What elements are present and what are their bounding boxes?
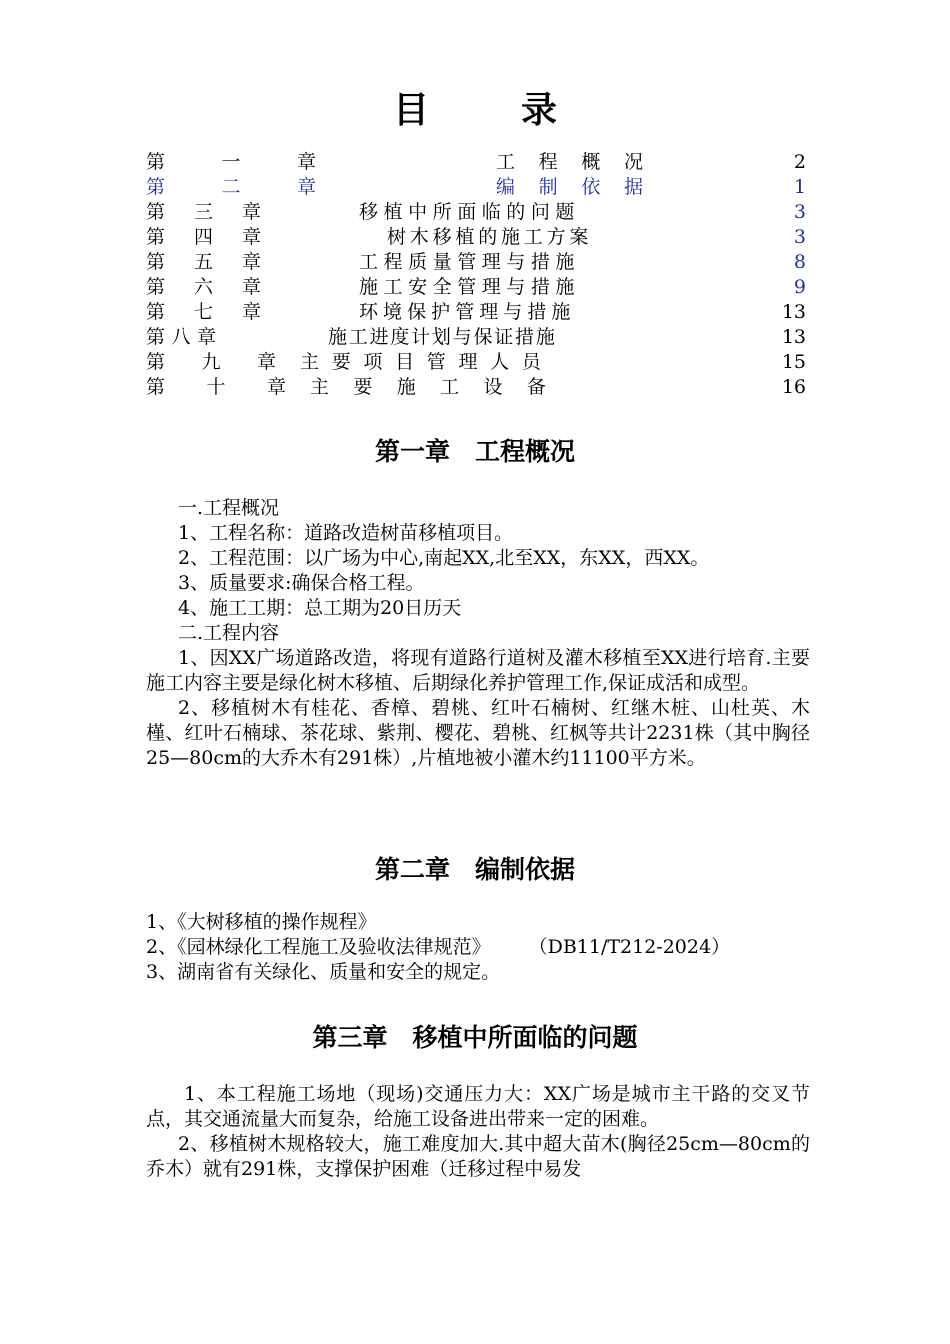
toc-char: 度 — [390, 326, 410, 348]
toc-entry[interactable] — [146, 375, 806, 400]
toc-char: 理 — [481, 276, 501, 298]
toc-char: 章 — [266, 376, 286, 398]
toc-char: 章 — [241, 226, 261, 248]
toc-char: 据 — [623, 176, 643, 198]
toc-char: 第 — [146, 201, 166, 223]
toc-char: 管 — [457, 251, 477, 273]
toc-char: 七 — [193, 301, 213, 323]
chapter-2-body — [146, 910, 810, 985]
toc-char: 主 — [300, 351, 320, 373]
toc-page-number: 13 — [781, 301, 806, 323]
toc-char: 施 — [359, 276, 379, 298]
toc-char: 质 — [408, 251, 428, 273]
toc-page-number: 1 — [793, 176, 806, 198]
toc-char: 第 — [146, 226, 166, 248]
toc-title: 目 录 — [392, 90, 585, 131]
toc-chapter-number — [146, 250, 261, 275]
toc-char: 管 — [455, 301, 475, 323]
toc-char: 全 — [432, 276, 452, 298]
toc-char: 施 — [555, 276, 575, 298]
toc-char: 保 — [473, 326, 493, 348]
toc-char: 目 — [395, 351, 415, 373]
toc-chapter-number — [146, 200, 261, 225]
reference-item: 1、《大树移植的操作规程》 — [146, 911, 377, 933]
toc-char: 第 — [146, 176, 166, 198]
toc-char: 境 — [383, 301, 403, 323]
toc-char: 与 — [452, 326, 472, 348]
toc-char: 环 — [359, 301, 379, 323]
toc-char: 章 — [241, 301, 261, 323]
toc-char: 进 — [369, 326, 389, 348]
toc-chapter-title — [359, 300, 570, 325]
toc-char: 五 — [193, 251, 213, 273]
chapter-3-body — [146, 1082, 810, 1182]
toc-char: 所 — [432, 201, 452, 223]
toc-char: 工 — [440, 376, 460, 398]
toc-char: 四 — [193, 226, 213, 248]
chapter-1-heading: 第一章 工程概况 — [374, 437, 575, 466]
toc-char: 工 — [523, 226, 543, 248]
toc-char: 题 — [555, 201, 575, 223]
toc-char: 施 — [535, 326, 555, 348]
toc-char: 管 — [426, 351, 446, 373]
chapter-3-paragraph: 1、本工程施工场地（现场)交通压力大：XX广场是城市主干路的交叉节点，其交通流量大而复杂，给施工设备进出带来一定的困难。 — [146, 1083, 810, 1130]
toc-char: 程 — [383, 251, 403, 273]
chapter-1-line: 1、工程名称：道路改造树苗移植项目。 — [178, 522, 514, 544]
toc-char: 九 — [201, 351, 221, 373]
toc-char: 制 — [538, 176, 558, 198]
toc-entry[interactable] — [146, 325, 806, 350]
toc-char: 与 — [506, 251, 526, 273]
toc-char: 计 — [411, 326, 431, 348]
toc-chapter-number — [146, 325, 216, 350]
toc-char: 理 — [481, 251, 501, 273]
toc-entry[interactable] — [146, 350, 806, 375]
toc-chapter-title — [310, 375, 546, 400]
toc-char: 植 — [383, 201, 403, 223]
toc-char: 章 — [256, 351, 276, 373]
toc-char: 植 — [455, 226, 475, 248]
toc-char: 章 — [241, 201, 261, 223]
toc-char: 要 — [353, 376, 373, 398]
chapter-1-line: 一.工程概况 — [178, 497, 280, 519]
toc-char: 理 — [479, 301, 499, 323]
toc-char: 工 — [359, 251, 379, 273]
toc-char: 工 — [383, 276, 403, 298]
toc-char: 依 — [581, 176, 601, 198]
chapter-1-line: 3、质量要求:确保合格工程。 — [178, 572, 425, 594]
toc-char: 章 — [241, 276, 261, 298]
toc-char: 第 — [146, 326, 166, 348]
toc-chapter-number — [146, 300, 261, 325]
toc-char: 的 — [506, 201, 526, 223]
toc-char: 移 — [359, 201, 379, 223]
toc-char: 与 — [503, 301, 523, 323]
toc-char: 第 — [146, 276, 166, 298]
table-of-contents — [146, 150, 806, 400]
toc-page-number: 8 — [793, 251, 806, 273]
toc-char: 人 — [490, 351, 510, 373]
toc-char: 工 — [496, 151, 516, 173]
toc-chapter-number — [146, 175, 316, 200]
toc-chapter-title — [496, 150, 643, 175]
toc-char: 程 — [538, 151, 558, 173]
toc-char: 六 — [193, 276, 213, 298]
toc-char: 与 — [506, 276, 526, 298]
toc-chapter-number — [146, 350, 276, 375]
toc-char: 量 — [432, 251, 452, 273]
toc-char: 编 — [496, 176, 516, 198]
toc-char: 措 — [530, 251, 550, 273]
chapter-1-line: 4、施工工期：总工期为20日历天 — [178, 597, 462, 619]
chapter-2-heading: 第二章 编制依据 — [374, 855, 575, 884]
toc-char: 木 — [409, 226, 429, 248]
toc-page-number: 13 — [781, 326, 806, 348]
chapter-3-paragraph: 2、移植树木规格较大，施工难度加大.其中超大苗木(胸径25cm—80cm的乔木）就有291株，支撑保护困难（迁移过程中易发 — [146, 1133, 810, 1180]
toc-char: 措 — [530, 276, 550, 298]
toc-char: 备 — [526, 376, 546, 398]
toc-chapter-title — [359, 275, 575, 300]
toc-char: 一 — [221, 151, 241, 173]
toc-page-number: 9 — [793, 276, 806, 298]
toc-entry[interactable] — [146, 175, 806, 200]
toc-char: 安 — [408, 276, 428, 298]
toc-char: 设 — [483, 376, 503, 398]
toc-page-number: 3 — [793, 226, 806, 248]
toc-char: 施 — [555, 251, 575, 273]
toc-char: 施 — [396, 376, 416, 398]
toc-entry[interactable] — [146, 250, 806, 275]
toc-char: 管 — [457, 276, 477, 298]
toc-entry[interactable] — [146, 300, 806, 325]
toc-char: 证 — [494, 326, 514, 348]
toc-chapter-title — [359, 250, 575, 275]
toc-char: 况 — [623, 151, 643, 173]
toc-char: 施 — [500, 226, 520, 248]
toc-char: 移 — [432, 226, 452, 248]
toc-char: 章 — [241, 251, 261, 273]
toc-chapter-number — [146, 150, 316, 175]
toc-char: 三 — [193, 201, 213, 223]
toc-entry[interactable] — [146, 200, 806, 225]
toc-char: 项 — [363, 351, 383, 373]
toc-entry[interactable] — [146, 225, 806, 250]
toc-char: 概 — [581, 151, 601, 173]
chapter-1-paragraph: 1、因XX广场道路改造，将现有道路行道树及灌木移植至XX进行培育.主要施工内容主要是绿化树木移植、后期绿化养护管理工作,保证成活和成型。 — [146, 647, 810, 694]
toc-chapter-title — [359, 200, 575, 225]
toc-char: 第 — [146, 376, 166, 398]
toc-char: 二 — [221, 176, 241, 198]
toc-entry[interactable] — [146, 150, 806, 175]
toc-chapter-number — [146, 375, 286, 400]
toc-char: 第 — [146, 301, 166, 323]
toc-char: 主 — [310, 376, 330, 398]
toc-entry[interactable] — [146, 275, 806, 300]
toc-char: 临 — [481, 201, 501, 223]
chapter-3-heading: 第三章 移植中所面临的问题 — [312, 1023, 638, 1052]
toc-char: 护 — [431, 301, 451, 323]
chapter-1-line: 二.工程内容 — [178, 622, 280, 644]
toc-chapter-title — [387, 225, 589, 250]
toc-char: 八 — [171, 326, 191, 348]
toc-char: 理 — [458, 351, 478, 373]
reference-item: 2、《园林绿化工程施工及验收法律规范》 （DB11/T212-2024） — [146, 936, 731, 958]
toc-page-number: 16 — [781, 376, 806, 398]
chapter-1-paragraph: 2、移植树木有桂花、香樟、碧桃、红叶石楠树、红继木桩、山杜英、木槿、红叶石楠球、茶花球、紫荆、樱花、碧桃、红枫等共计2231株（其中胸径25—80cm的大乔木有291株）,片植地被小灌木约11100平方米。 — [146, 697, 810, 769]
toc-char: 施 — [551, 301, 571, 323]
toc-chapter-number — [146, 275, 261, 300]
toc-char: 保 — [407, 301, 427, 323]
toc-char: 十 — [206, 376, 226, 398]
toc-char: 树 — [387, 226, 407, 248]
toc-char: 的 — [478, 226, 498, 248]
toc-page-number: 3 — [793, 201, 806, 223]
toc-chapter-title — [328, 325, 555, 350]
toc-char: 面 — [457, 201, 477, 223]
toc-char: 要 — [331, 351, 351, 373]
toc-char: 工 — [348, 326, 368, 348]
toc-chapter-title — [300, 350, 541, 375]
toc-char: 员 — [521, 351, 541, 373]
toc-char: 章 — [296, 151, 316, 173]
toc-char: 第 — [146, 251, 166, 273]
toc-chapter-number — [146, 225, 261, 250]
toc-char: 章 — [196, 326, 216, 348]
toc-char: 施 — [328, 326, 348, 348]
toc-char: 措 — [527, 301, 547, 323]
toc-char: 方 — [546, 226, 566, 248]
chapter-1-body — [146, 496, 810, 771]
chapter-1-line: 2、工程范围：以广场为中心,南起XX,北至XX，东XX，西XX。 — [178, 547, 710, 569]
toc-chapter-title — [496, 175, 643, 200]
reference-item: 3、湖南省有关绿化、质量和安全的规定。 — [146, 961, 501, 983]
toc-page-number: 2 — [793, 151, 806, 173]
toc-char: 章 — [296, 176, 316, 198]
toc-char: 措 — [515, 326, 535, 348]
toc-page-number: 15 — [781, 351, 806, 373]
toc-char: 案 — [569, 226, 589, 248]
toc-char: 第 — [146, 351, 166, 373]
toc-char: 划 — [431, 326, 451, 348]
toc-char: 问 — [530, 201, 550, 223]
toc-char: 第 — [146, 151, 166, 173]
toc-char: 中 — [408, 201, 428, 223]
